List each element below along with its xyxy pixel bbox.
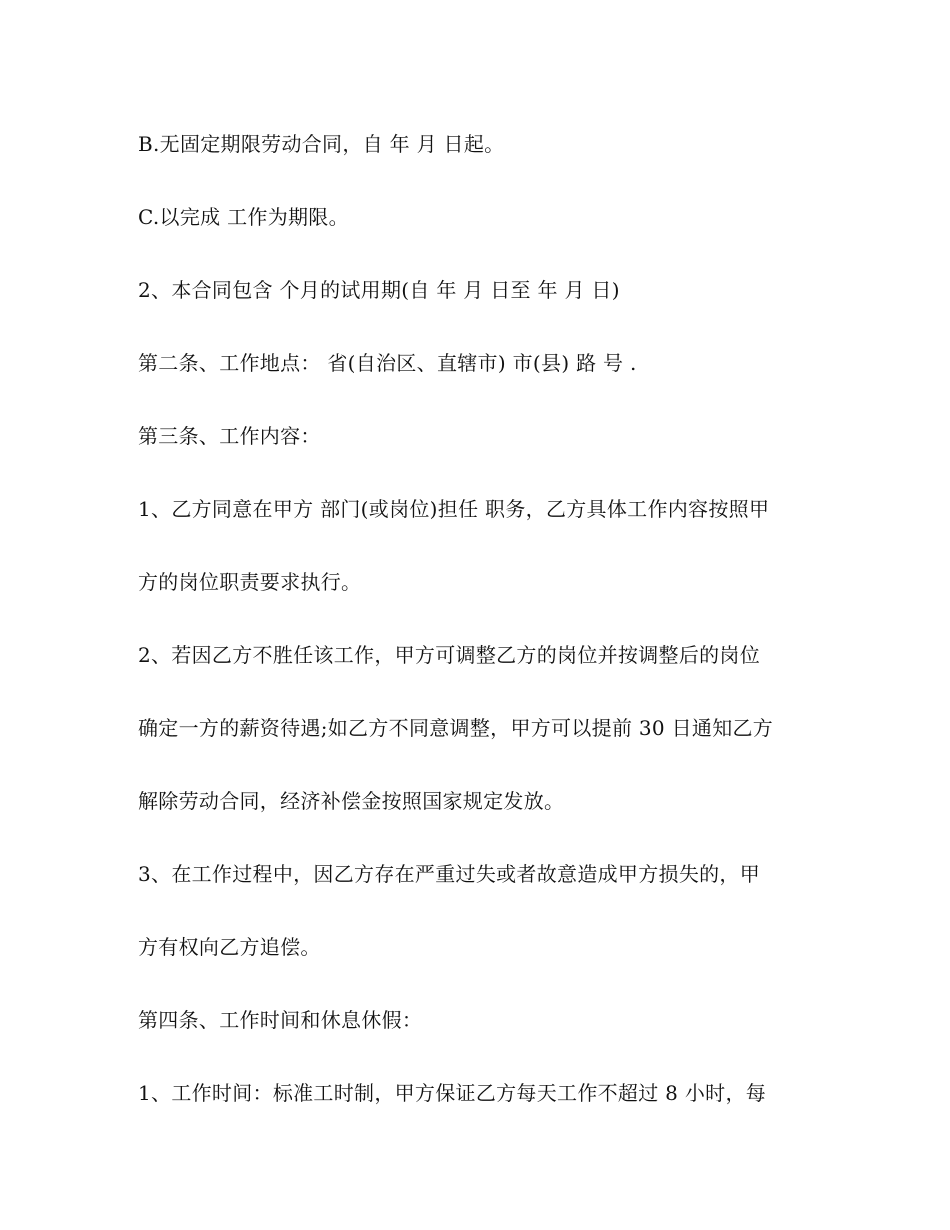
- text-line-article-3-item-1b: 方的岗位职责要求执行。: [138, 570, 362, 594]
- text-line-article-4-heading: 第四条、工作时间和休息休假：: [138, 1008, 423, 1032]
- text-line-contract-type-c: C.以完成 工作为期限。: [138, 205, 349, 229]
- text-line-article-3-item-3a: 3、在工作过程中，因乙方存在严重过失或者故意造成甲方损失的，甲: [138, 862, 761, 886]
- text-line-article-3-item-2c: 解除劳动合同，经济补偿金按照国家规定发放。: [138, 789, 565, 813]
- text-line-article-3-item-2a: 2、若因乙方不胜任该工作，甲方可调整乙方的岗位并按调整后的岗位: [138, 643, 761, 667]
- text-line-contract-type-b: B.无固定期限劳动合同，自 年 月 日起。: [138, 132, 505, 156]
- text-line-probation: 2、本合同包含 个月的试用期(自 年 月 日至 年 月 日): [138, 278, 620, 302]
- text-line-article-2-location: 第二条、工作地点： 省(自治区、直辖市) 市(县) 路 号 .: [138, 351, 637, 375]
- text-line-article-4-item-1: 1、工作时间：标准工时制，甲方保证乙方每天工作不超过 8 小时，每: [138, 1081, 767, 1105]
- text-line-article-3-heading: 第三条、工作内容：: [138, 424, 321, 448]
- text-line-article-3-item-3b: 方有权向乙方追偿。: [138, 935, 321, 959]
- text-line-article-3-item-2b: 确定一方的薪资待遇;如乙方不同意调整，甲方可以提前 30 日通知乙方: [138, 716, 774, 740]
- text-line-article-3-item-1a: 1、乙方同意在甲方 部门(或岗位)担任 职务，乙方具体工作内容按照甲: [138, 497, 770, 521]
